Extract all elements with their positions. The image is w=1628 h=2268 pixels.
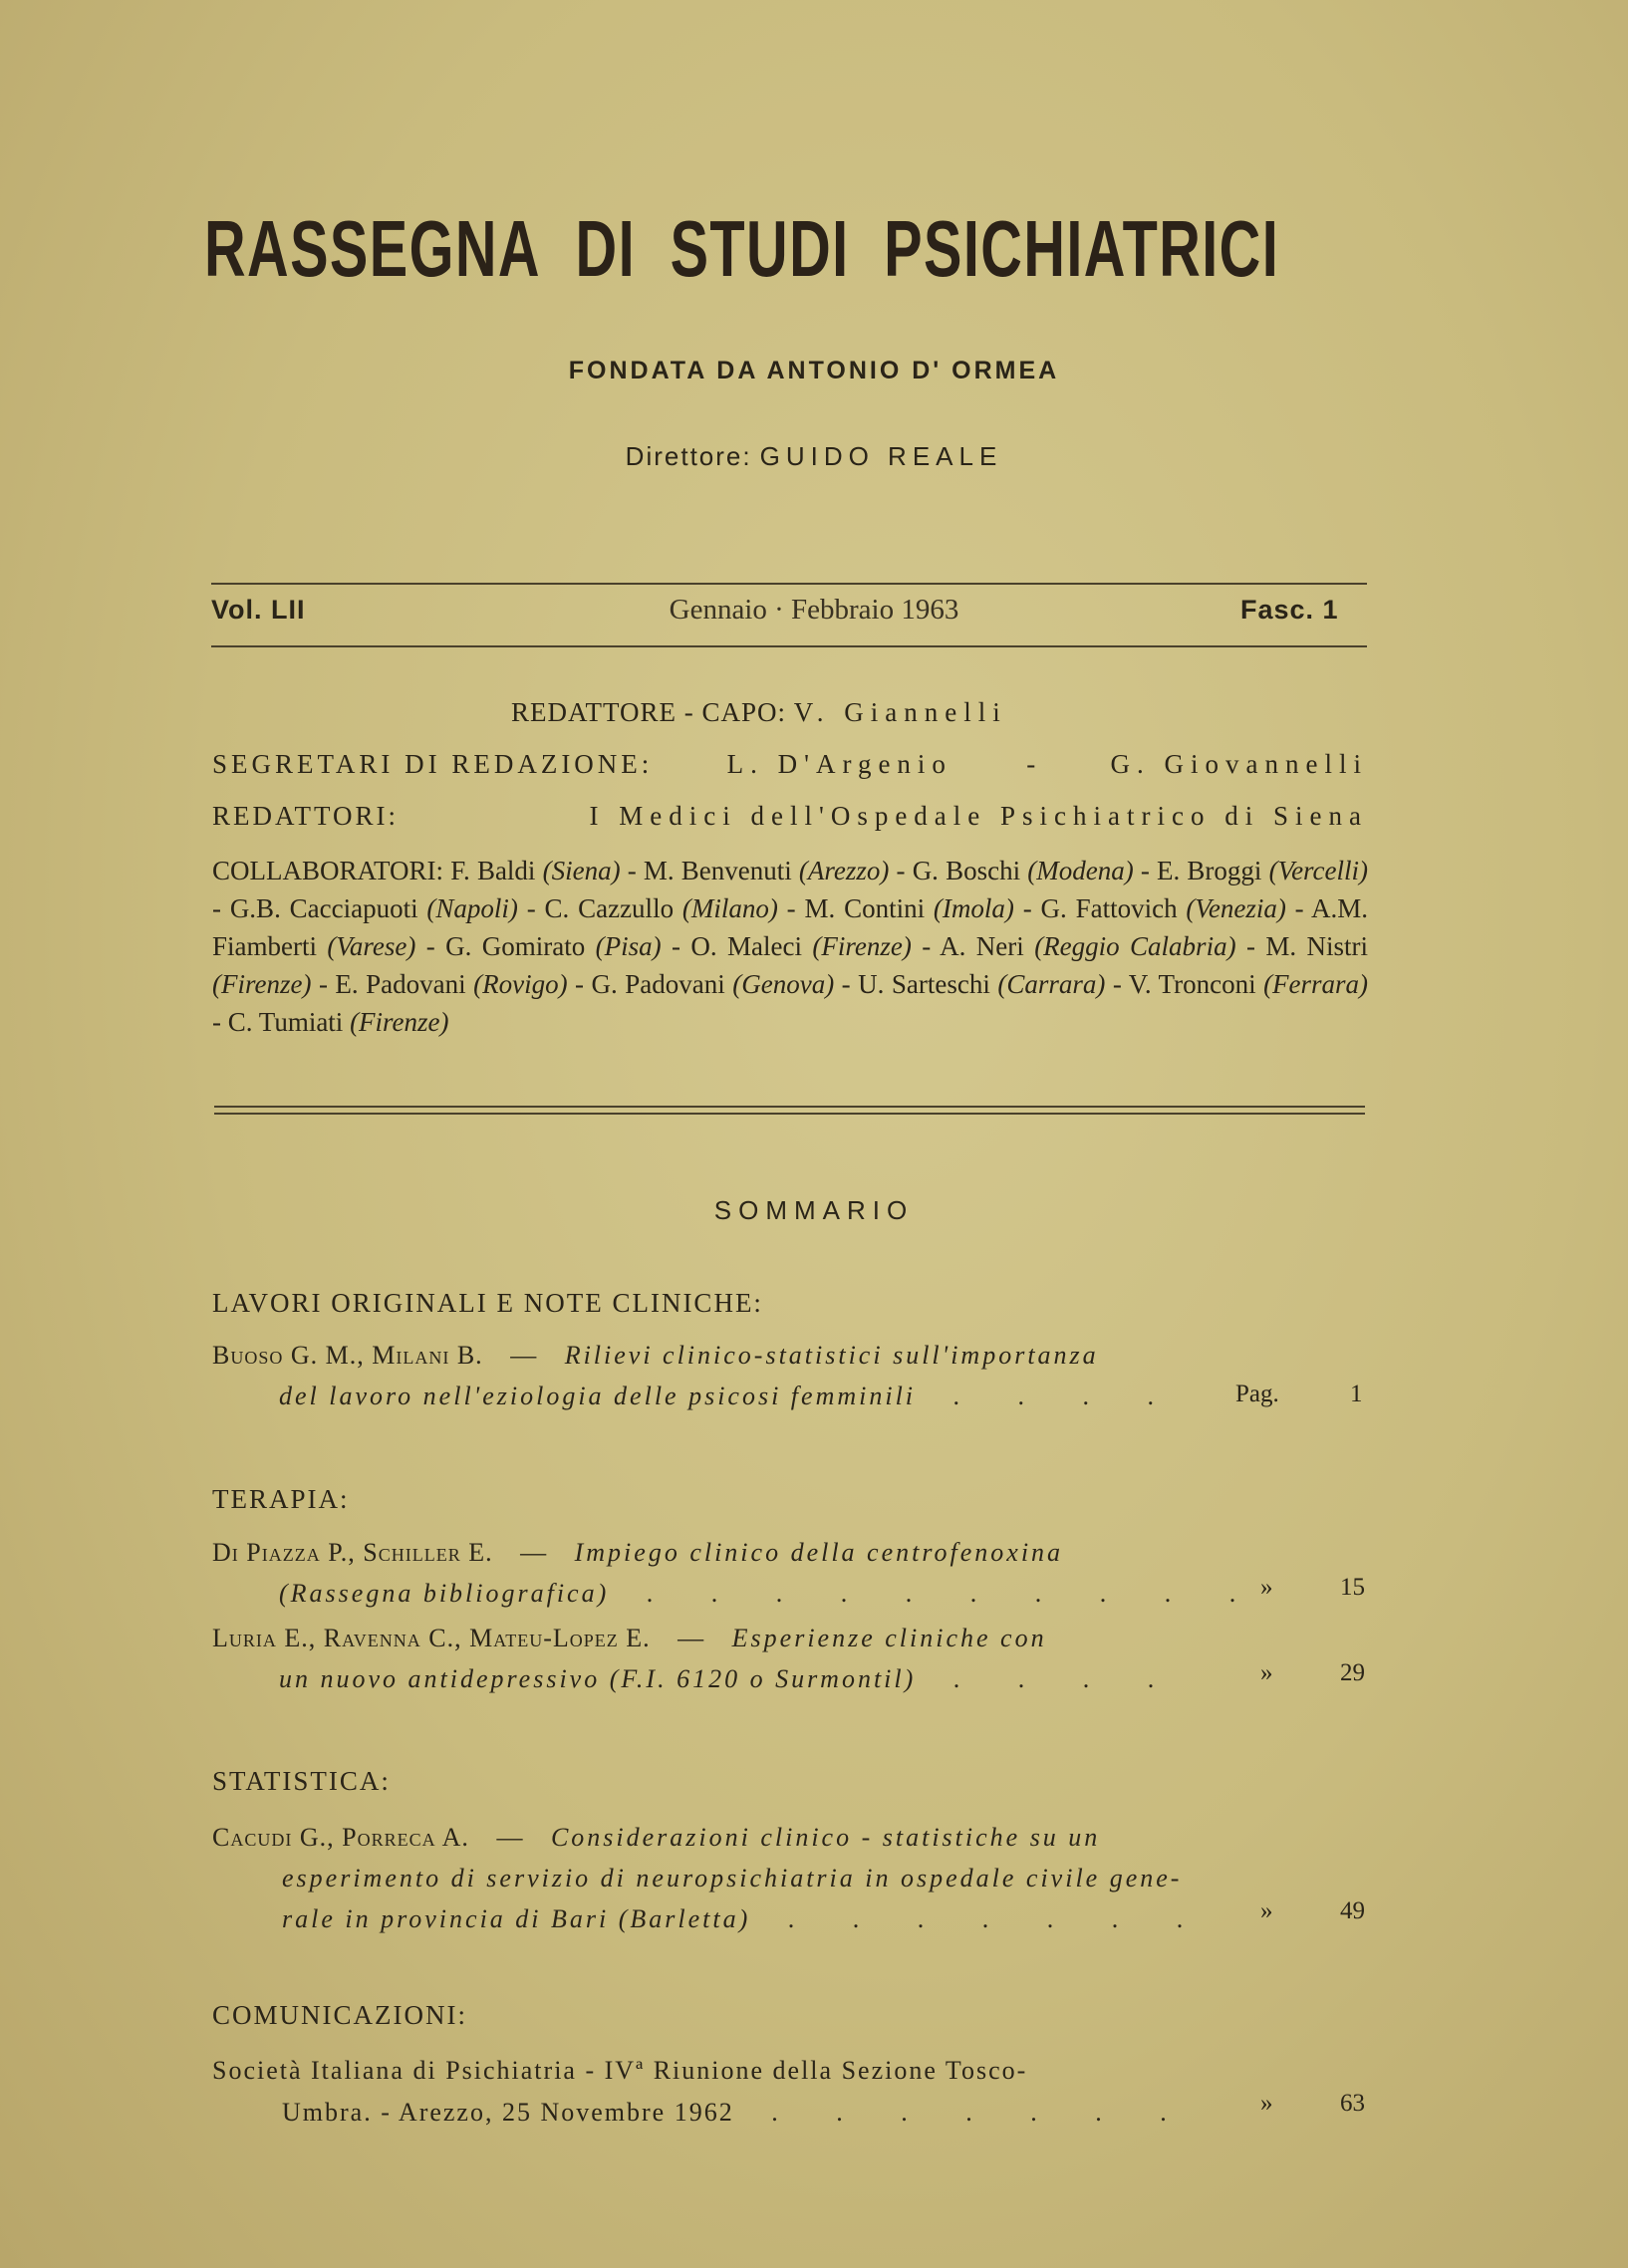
secretary-name: L. D'Argenio bbox=[726, 749, 952, 779]
entry-title: Rilievi clinico-statistici sull'importanza bbox=[564, 1341, 1099, 1370]
rule-bottom bbox=[211, 645, 1367, 647]
separator: - bbox=[1026, 749, 1037, 779]
collaborator-city: (Genova) bbox=[732, 969, 835, 999]
toc-entry-line bbox=[212, 1341, 1099, 1371]
leader-dots: . . . . bbox=[952, 1664, 1181, 1693]
leader-dots: . . . . . . . . . . bbox=[646, 1579, 1262, 1608]
editors-text: I Medici dell'Ospedale Psichiatrico di Siena bbox=[589, 801, 1368, 831]
page-prefix: » bbox=[1260, 1574, 1273, 1601]
collaborator-name: M. Benvenuti bbox=[643, 856, 792, 885]
section-heading-communications: COMUNICAZIONI: bbox=[212, 2000, 467, 2030]
collaborator-name: G. Gomirato bbox=[445, 931, 586, 961]
toc-entry-line bbox=[279, 1382, 1180, 1411]
toc-entry-line bbox=[282, 2098, 1193, 2128]
collaborator-name: G. Padovani bbox=[591, 969, 725, 999]
leader-dots: . . . . . . . bbox=[771, 2098, 1193, 2127]
collaborator-name: V. Tronconi bbox=[1128, 969, 1256, 999]
title-word: DI bbox=[575, 204, 637, 293]
collaborator-city: (Venezia) bbox=[1186, 893, 1286, 923]
issue-date: Gennaio · Febbraio 1963 bbox=[669, 594, 959, 626]
collaborator-city: (Milano) bbox=[681, 893, 778, 923]
dash: — bbox=[678, 1624, 705, 1652]
collaborator-name: A. Neri bbox=[940, 931, 1024, 961]
journal-title bbox=[204, 204, 1280, 294]
collaborator-city: (Rovigo) bbox=[473, 969, 568, 999]
collaborators-list: COLLABORATORI: F. Baldi (Siena) - M. Benvenuti (Arezzo) - G. Boschi (Modena) - E. Broggi (Vercelli) - G.B. Cacciapuoti (Napoli) - C. Cazzullo (Milano) - M. Contini (Imola) - G. Fattovich (Venezia) - A.M. Fiamberti (Varese) - G. Gomirato (Pisa) - O. Maleci (Firenze) - A. Neri (Reggio Calabria) - M. Nistri (Firenze) - E. Padovani (Rovigo) - G. Padovani (Genova) - U. Sarteschi (Carrara) - V. Tronconi (Ferrara) - C. Tumiati (Firenze) bbox=[212, 856, 1369, 1037]
director-name: GUIDO REALE bbox=[759, 441, 1003, 471]
collaborator-name: A.M. Fiamberti bbox=[212, 893, 1368, 961]
journal-founder: FONDATA DA ANTONIO D' ORMEA bbox=[568, 357, 1060, 384]
entry-title: del lavoro nell'eziologia delle psicosi femminili bbox=[279, 1382, 917, 1410]
collaborator-name: G. Fattovich bbox=[1040, 893, 1178, 923]
collaborator-city: (Reggio Calabria) bbox=[1034, 931, 1236, 961]
entry-title: un nuovo antidepressivo (F.I. 6120 o Surmontil) bbox=[279, 1664, 917, 1693]
page-prefix: » bbox=[1260, 1897, 1273, 1924]
collaborator-city: (Arezzo) bbox=[798, 856, 890, 885]
collaborator-city: (Napoli) bbox=[426, 893, 518, 923]
collaborator-name: M. Contini bbox=[804, 893, 926, 923]
entry-title: Società Italiana di Psichiatria - IVª Riunione della Sezione Tosco- bbox=[212, 2056, 1028, 2085]
section-heading-original-works: LAVORI ORIGINALI E NOTE CLINICHE: bbox=[212, 1288, 763, 1318]
leader-dots: . . . . . . . bbox=[787, 1904, 1210, 1933]
toc-entry-line bbox=[282, 1904, 1209, 1934]
editor-in-chief-name: V. Giannelli bbox=[793, 697, 1007, 727]
editors-label: REDATTORI: bbox=[212, 801, 400, 831]
secretaries bbox=[212, 749, 1368, 780]
entry-authors: Luria E., Ravenna C., Mateu-Lopez E. bbox=[212, 1624, 651, 1652]
collaborator-name: E. Padovani bbox=[335, 969, 466, 999]
contents-heading: SOMMARIO bbox=[713, 1195, 915, 1225]
toc-entry-line bbox=[279, 1664, 1180, 1694]
collaborator-city: (Firenze) bbox=[350, 1007, 449, 1037]
entry-title: Esperienze cliniche con bbox=[731, 1624, 1047, 1652]
entry-title: rale in provincia di Bari (Barletta) bbox=[282, 1904, 751, 1933]
double-rule-1 bbox=[214, 1106, 1365, 1108]
director-label: Direttore: bbox=[625, 441, 752, 471]
collaborator-city: (Imola) bbox=[933, 893, 1014, 923]
entry-title: (Rassegna bibliografica) bbox=[279, 1579, 610, 1608]
collaborator-name: E. Broggi bbox=[1157, 856, 1262, 885]
toc-entry-line bbox=[212, 1538, 1063, 1568]
entry-authors: Cacudi G., Porreca A. bbox=[212, 1823, 469, 1852]
entry-title: esperimento di servizio di neuropsichiatria in ospedale civile gene- bbox=[282, 1864, 1183, 1892]
title-word: RASSEGNA bbox=[204, 204, 541, 293]
title-word: STUDI bbox=[670, 204, 850, 293]
collaborator-name: C. Tumiati bbox=[227, 1007, 344, 1037]
page-prefix: » bbox=[1260, 1659, 1273, 1686]
entry-authors: Di Piazza P., Schiller E. bbox=[212, 1538, 493, 1567]
collaborator-city: (Firenze) bbox=[812, 931, 912, 961]
collaborators-label: COLLABORATORI: bbox=[212, 856, 444, 885]
collaborator-city: (Varese) bbox=[327, 931, 416, 961]
dash: — bbox=[496, 1823, 524, 1852]
collaborator-city: (Pisa) bbox=[595, 931, 662, 961]
collaborator-name: G. Boschi bbox=[912, 856, 1021, 885]
page-number: 15 bbox=[1340, 1574, 1365, 1601]
entry-title: Impiego clinico della centrofenoxina bbox=[574, 1538, 1064, 1567]
editor-in-chief bbox=[511, 697, 1007, 728]
issue-volume: Vol. LII bbox=[211, 595, 306, 625]
journal-director bbox=[0, 441, 1628, 472]
issue-fascicle: Fasc. 1 bbox=[1240, 595, 1339, 625]
entry-title: Umbra. - Arezzo, 25 Novembre 1962 bbox=[282, 2098, 734, 2127]
toc-entry-line bbox=[279, 1579, 1261, 1609]
toc-entry-line bbox=[212, 1823, 1100, 1853]
collaborator-city: (Modena) bbox=[1027, 856, 1134, 885]
collaborator-city: (Ferrara) bbox=[1263, 969, 1369, 999]
collaborator-name: U. Sarteschi bbox=[858, 969, 990, 999]
toc-entry-line bbox=[212, 1624, 1047, 1653]
collaborator-city: (Firenze) bbox=[212, 969, 312, 999]
entry-title: Considerazioni clinico - statistiche su un bbox=[550, 1823, 1101, 1852]
collaborator-city: (Siena) bbox=[542, 856, 621, 885]
section-heading-statistics: STATISTICA: bbox=[212, 1766, 391, 1796]
toc-entry-line bbox=[212, 2056, 1027, 2086]
section-heading-therapy: TERAPIA: bbox=[212, 1484, 350, 1514]
title-word: PSICHIATRICI bbox=[884, 204, 1280, 293]
rule-top bbox=[211, 583, 1367, 585]
dash: — bbox=[520, 1538, 548, 1567]
secretary-name: G. Giovannelli bbox=[1110, 749, 1368, 779]
page-number: 49 bbox=[1340, 1897, 1365, 1924]
toc-entry-line bbox=[282, 1864, 1182, 1893]
page-number: 1 bbox=[1350, 1381, 1363, 1407]
double-rule-2 bbox=[214, 1113, 1365, 1115]
collaborator-city: (Vercelli) bbox=[1268, 856, 1369, 885]
page-prefix: » bbox=[1260, 2090, 1273, 2117]
collaborator-name: M. Nistri bbox=[1265, 931, 1368, 961]
secretaries-label: SEGRETARI DI REDAZIONE: bbox=[212, 749, 654, 779]
editor-in-chief-label: REDATTORE - CAPO: bbox=[511, 697, 787, 727]
page-number: 29 bbox=[1340, 1659, 1365, 1686]
dash: — bbox=[510, 1341, 538, 1370]
collaborator-name: G.B. Cacciapuoti bbox=[229, 893, 418, 923]
entry-authors: Buoso G. M., Milani B. bbox=[212, 1341, 483, 1370]
collaborator-city: (Carrara) bbox=[997, 969, 1106, 999]
page-prefix: Pag. bbox=[1235, 1381, 1279, 1407]
editors bbox=[212, 801, 1368, 832]
collaborator-name: F. Baldi bbox=[450, 856, 536, 885]
leader-dots: . . . . bbox=[952, 1382, 1181, 1410]
collaborator-name: C. Cazzullo bbox=[544, 893, 675, 923]
collaborator-name: O. Maleci bbox=[690, 931, 803, 961]
page-number: 63 bbox=[1340, 2090, 1365, 2117]
